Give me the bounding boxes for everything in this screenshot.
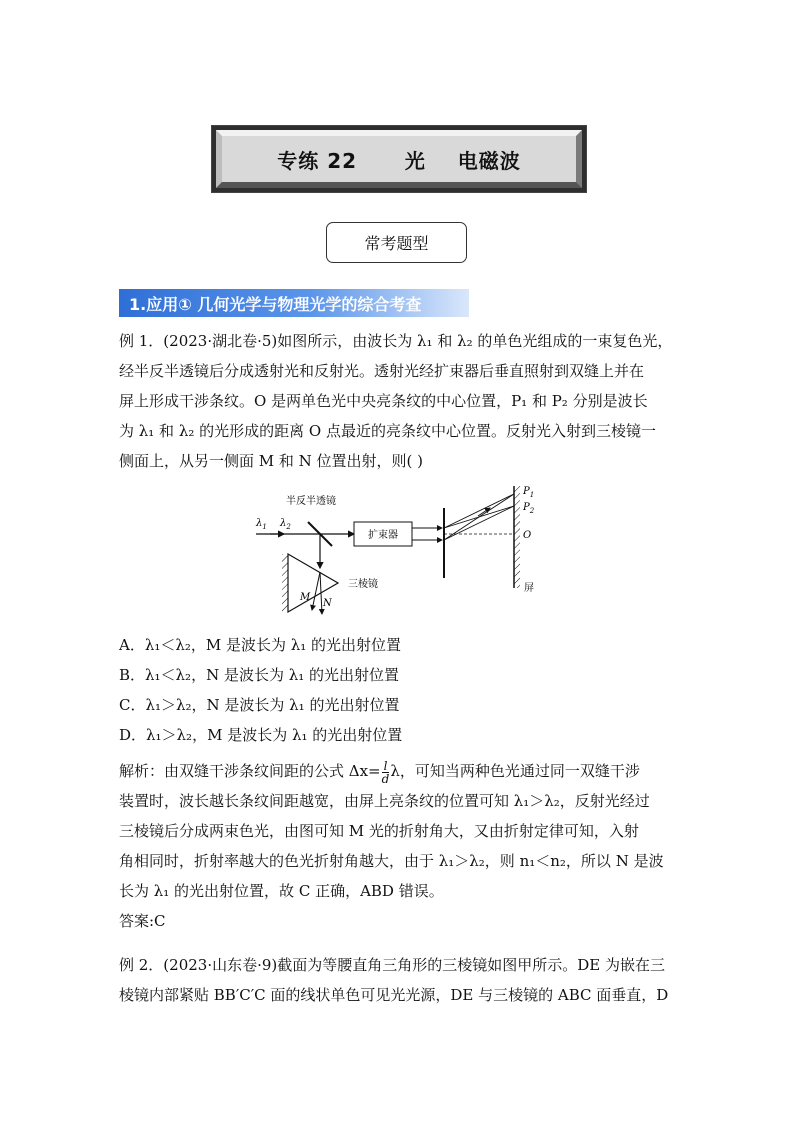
analysis-tail: λ，可知当两种色光通过同一双缝干涉 bbox=[390, 762, 640, 780]
M-label: M bbox=[300, 592, 311, 603]
screen-hatch bbox=[514, 486, 520, 588]
option-d: D．λ₁＞λ₂，M 是波长为 λ₁ 的光出射位置 bbox=[119, 726, 403, 744]
lambda2-label: $\lambda_2$ bbox=[280, 518, 291, 531]
optics-diagram bbox=[250, 480, 550, 620]
analysis-first-line bbox=[119, 756, 679, 786]
screen-label: 屏 bbox=[524, 583, 534, 594]
fraction-numerator: l bbox=[383, 758, 388, 773]
question-2-line: 棱镜内部紧贴 BB′C′C 面的线状单色可见光光源，DE 与三棱镜的 ABC 面垂直，D bbox=[119, 986, 669, 1004]
P1-label: $P_1$ bbox=[523, 486, 535, 499]
prism-wall-hatch bbox=[282, 554, 288, 612]
beam-expander-label: 扩束器 bbox=[368, 530, 398, 541]
analysis-line: 角相同时，折射率越大的色光折射角越大，由于 λ₁＞λ₂，则 n₁＜n₂，所以 N 是波 bbox=[119, 852, 664, 870]
analysis-block bbox=[119, 756, 679, 936]
answer-line: 答案:C bbox=[119, 912, 166, 930]
spacing-fraction bbox=[382, 760, 390, 785]
question-1-line: 为 λ₁ 和 λ₂ 的光形成的距离 O 点最近的亮条纹中心位置。反射光入射到三棱镜一 bbox=[119, 422, 656, 440]
question-2-stem bbox=[119, 950, 679, 1010]
page-title: 专练 22 光 电磁波 bbox=[277, 148, 521, 173]
analysis-line: 三棱镜后分成两束色光，由图可知 M 光的折射角大，又由折射定律可知，入射 bbox=[119, 822, 639, 840]
option-c: C．λ₁＞λ₂，N 是波长为 λ₁ 的光出射位置 bbox=[119, 696, 400, 714]
prism-label: 三棱镜 bbox=[348, 579, 378, 590]
analysis-lead: 解析：由双缝干涉条纹间距的公式 Δx= bbox=[119, 762, 381, 780]
analysis-line: 长为 λ₁ 的光出射位置，故 C 正确，ABD 错误。 bbox=[119, 882, 444, 900]
P2-label: $P_2$ bbox=[523, 502, 535, 515]
question-1-line: 经半反半透镜后分成透射光和反射光。透射光经扩束器后垂直照射到双缝上并在 bbox=[119, 362, 645, 380]
interference-ray bbox=[444, 506, 514, 528]
ray-arrow bbox=[478, 508, 490, 516]
title-banner bbox=[211, 125, 587, 193]
section-label: 常考题型 bbox=[326, 222, 467, 263]
N-label: N bbox=[323, 598, 332, 609]
half-mirror-label: 半反半透镜 bbox=[286, 496, 336, 507]
topic-heading: 1.应用① 几何光学与物理光学的综合考查 bbox=[119, 289, 469, 317]
question-1-line: 侧面上，从另一侧面 M 和 N 位置出射，则( ) bbox=[119, 452, 424, 470]
question-1-line: 例 1．(2023·湖北卷·5)如图所示，由波长为 λ₁ 和 λ₂ 的单色光组成的一束复色光， bbox=[119, 332, 673, 350]
question-1-stem bbox=[119, 326, 679, 476]
O-label: O bbox=[523, 530, 532, 541]
option-a: A．λ₁＜λ₂，M 是波长为 λ₁ 的光出射位置 bbox=[119, 636, 402, 654]
fraction-denominator: d bbox=[381, 771, 390, 786]
analysis-line: 装置时，波长越长条纹间距越宽，由屏上亮条纹的位置可知 λ₁＞λ₂，反射光经过 bbox=[119, 792, 650, 810]
question-1-line: 屏上形成干涉条纹。O 是两单色光中央亮条纹的中心位置，P₁ 和 P₂ 分别是波长 bbox=[119, 392, 648, 410]
option-b: B．λ₁＜λ₂，N 是波长为 λ₁ 的光出射位置 bbox=[119, 666, 400, 684]
question-2-line: 例 2．(2023·山东卷·9)截面为等腰直角三角形的三棱镜如图甲所示。DE 为嵌在三 bbox=[119, 956, 666, 974]
title-bevel bbox=[216, 130, 582, 188]
lambda1-label: $\lambda_1$ bbox=[256, 518, 267, 531]
